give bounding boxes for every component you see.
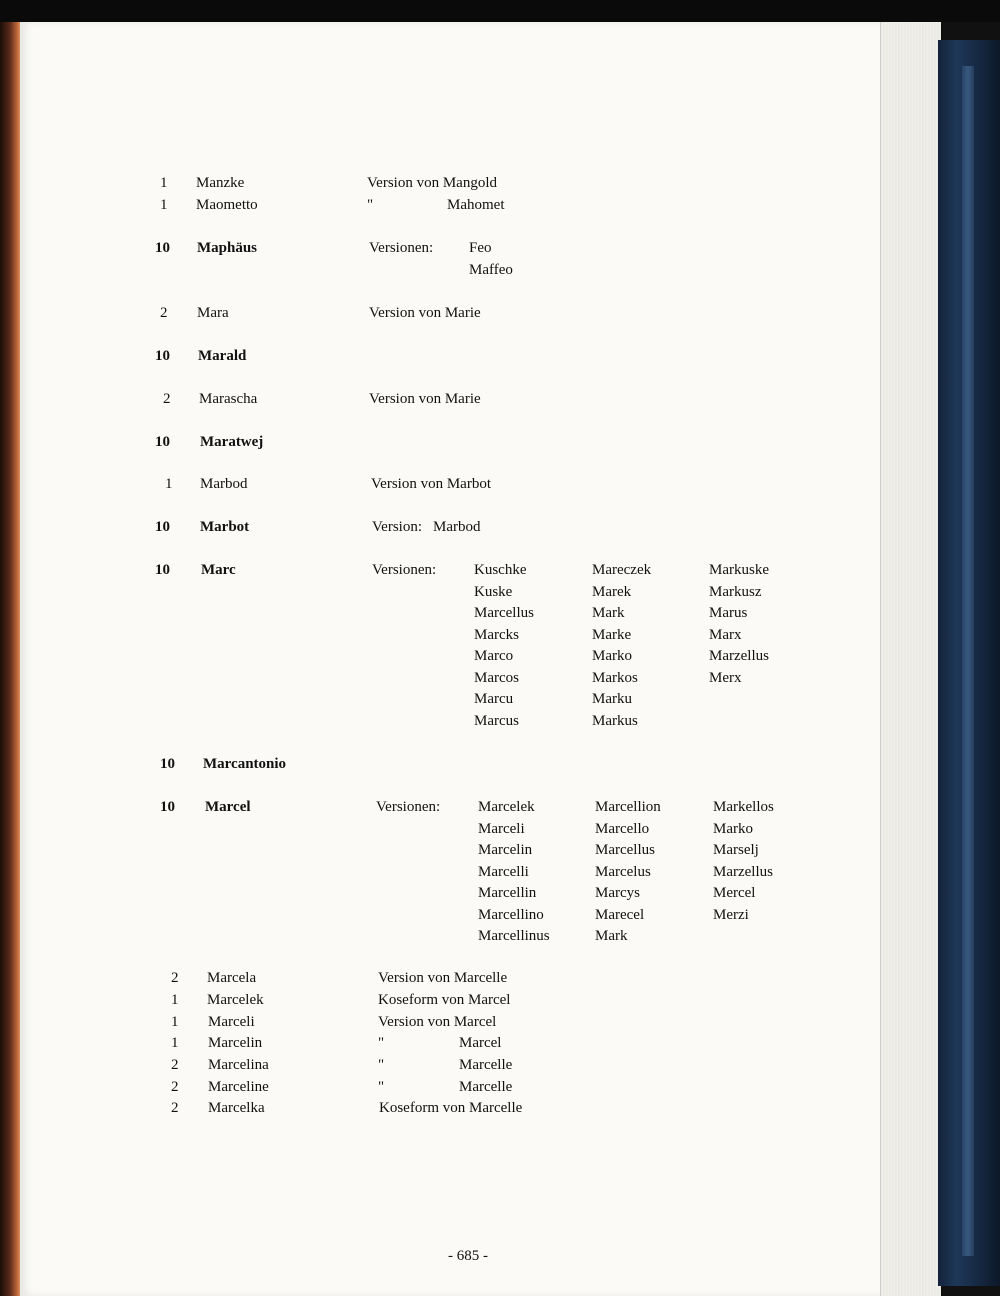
entry-note: Version von Mangold — [367, 175, 497, 191]
entry-name: Marc — [201, 562, 236, 578]
background-top — [0, 0, 1000, 22]
entry-name: Marceline — [208, 1079, 269, 1095]
entry-name: Mara — [197, 305, 229, 321]
entry-note: Koseform von Marcelle — [379, 1100, 523, 1116]
entry-name: Maratwej — [200, 434, 264, 450]
variant-name: Marx — [709, 626, 742, 643]
entry-name: Marcelin — [208, 1035, 263, 1051]
entry-name: Marceli — [208, 1014, 255, 1030]
variant-name: Markusz — [709, 583, 762, 600]
variant-name: Marcu — [474, 691, 514, 707]
variant-name: Maffeo — [469, 261, 513, 278]
entry-name: Marcel — [205, 799, 251, 815]
variant-name: Marceli — [478, 820, 525, 837]
entry-note: " — [378, 1079, 385, 1095]
entry-count: 1 — [171, 992, 179, 1008]
entry-count: 10 — [155, 519, 170, 535]
entry-note: " — [367, 197, 374, 213]
variant-name: Marko — [592, 648, 632, 664]
variant-name: Marke — [592, 626, 632, 643]
entry-name: Marcelina — [208, 1057, 269, 1073]
entry-note: Version von Marbot — [371, 476, 491, 492]
entry-note-target: Marcelle — [459, 1079, 513, 1095]
entry-count: 2 — [171, 1100, 179, 1116]
entry-name: Marbot — [200, 519, 250, 535]
variant-name: Mercel — [713, 885, 756, 901]
variant-name: Marcellino — [478, 906, 544, 923]
entry-count: 2 — [171, 970, 179, 986]
entry-note: " — [378, 1057, 385, 1073]
entry-name: Marcela — [207, 970, 257, 986]
variant-name: Kuschke — [474, 562, 527, 578]
entry-count: 2 — [171, 1057, 179, 1073]
entry-note-target: Mahomet — [447, 197, 505, 213]
variant-name: Marzellus — [709, 648, 769, 664]
entry-note: Koseform von Marcel — [378, 992, 511, 1008]
entry-count: 2 — [171, 1079, 179, 1095]
variant-name: Markus — [592, 712, 638, 729]
entry-note: Versionen: — [376, 799, 441, 815]
page-number: - 685 - — [448, 1248, 488, 1264]
entry-count: 1 — [165, 476, 173, 492]
entry-note-target: Marcelle — [459, 1057, 513, 1073]
variant-name: Marus — [709, 605, 748, 621]
entry-note: Version von Marie — [369, 305, 481, 321]
variant-name: Merzi — [713, 906, 749, 923]
variant-name: Marco — [474, 648, 514, 664]
variant-name: Marcks — [474, 626, 519, 643]
entry-count: 10 — [155, 434, 170, 450]
entry-count: 2 — [163, 391, 171, 407]
book-spine-edge — [0, 22, 22, 1296]
variant-name: Marcellinus — [478, 928, 550, 944]
variant-name: Marecel — [595, 906, 645, 923]
variant-name: Marselj — [713, 842, 759, 858]
entry-count: 1 — [171, 1014, 179, 1030]
entry-note-target: Marcel — [459, 1035, 502, 1051]
entry-note: Version von Marcel — [378, 1014, 497, 1030]
variant-name: Mark — [592, 605, 625, 621]
entry-name: Marcantonio — [203, 756, 287, 772]
variant-name: Merx — [709, 669, 742, 686]
variant-name: Marku — [592, 691, 632, 707]
entry-name: Manzke — [196, 175, 245, 191]
variant-name: Feo — [469, 240, 492, 256]
entry-count: 1 — [160, 175, 168, 191]
variant-name: Marzellus — [713, 863, 773, 880]
entry-note: " — [378, 1035, 385, 1051]
entry-count: 10 — [155, 240, 170, 256]
variant-name: Marcellion — [595, 799, 661, 815]
variant-name: Mark — [595, 928, 628, 944]
entry-count: 10 — [155, 562, 170, 578]
variant-name: Marek — [592, 583, 632, 600]
variant-name: Marcelli — [478, 863, 529, 880]
entry-count: 2 — [160, 305, 168, 321]
variant-name: Marcello — [595, 820, 650, 837]
entry-name: Marbod — [200, 476, 248, 492]
entry-count: 10 — [160, 756, 175, 772]
entry-count: 10 — [155, 348, 170, 364]
entry-name: Marcelek — [207, 992, 264, 1008]
variant-name: Marcos — [474, 669, 519, 686]
entry-name: Marald — [198, 348, 247, 364]
variant-name: Markellos — [713, 799, 774, 815]
entry-note: Versionen: — [372, 562, 437, 578]
entry-count: 10 — [160, 799, 175, 815]
variant-name: Marcellin — [478, 885, 537, 901]
variant-name: Marcelek — [478, 799, 535, 815]
variant-name: Mareczek — [592, 562, 652, 578]
entry-note: Version von Marie — [369, 391, 481, 407]
variant-name: Marcellus — [595, 842, 655, 858]
variant-name: Marcys — [595, 885, 640, 901]
variant-name: Markuske — [709, 562, 769, 578]
variant-name: Marko — [713, 820, 753, 837]
variant-name: Marcelus — [595, 863, 651, 880]
entry-note: Version: — [372, 519, 422, 535]
entry-name: Maometto — [196, 197, 258, 213]
book-cover-highlight — [962, 66, 974, 1256]
variant-name: Kuske — [474, 583, 513, 600]
entry-count: 1 — [171, 1035, 179, 1051]
entry-name: Marcelka — [208, 1100, 265, 1116]
variant-name: Marcus — [474, 712, 519, 729]
entry-name: Marascha — [199, 391, 258, 407]
variant-name: Markos — [592, 669, 638, 686]
entry-note: Versionen: — [369, 240, 434, 256]
variant-name: Marcellus — [474, 605, 534, 621]
entry-name: Maphäus — [197, 240, 258, 256]
entry-count: 1 — [160, 197, 168, 213]
page-stack-edges — [880, 22, 941, 1296]
entry-note-target: Marbod — [433, 519, 481, 535]
variant-name: Marcelin — [478, 842, 533, 858]
entry-note: Version von Marcelle — [378, 970, 508, 986]
